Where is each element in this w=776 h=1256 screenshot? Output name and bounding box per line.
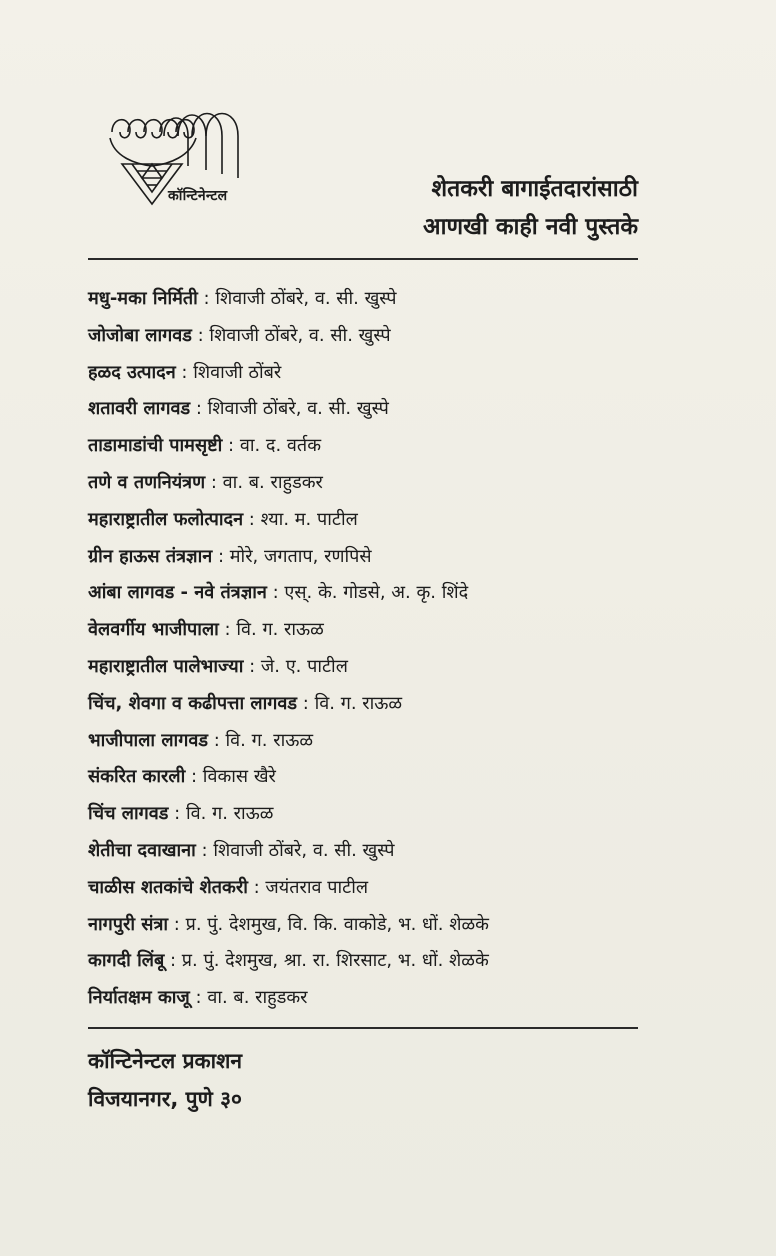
title-author-separator: : xyxy=(266,582,285,604)
book-author: शिवाजी ठोंबरे, व. सी. खुस्पे xyxy=(209,324,391,346)
title-author-separator: : xyxy=(195,839,214,861)
title-author-separator: : xyxy=(168,803,186,825)
book-author: वा. ब. राहुडकर xyxy=(222,471,323,493)
publisher-address: विजयानगर, पुणे ३० xyxy=(88,1087,242,1111)
book-title: हळद उत्पादन xyxy=(88,361,176,383)
book-item xyxy=(88,759,648,796)
book-title: ग्रीन हाऊस तंत्रज्ञान xyxy=(88,545,213,567)
book-author: शिवाजी ठोंबरे, व. सी. खुस्पे xyxy=(213,839,395,861)
book-author: वि. ग. राऊळ xyxy=(236,619,324,641)
book-item xyxy=(88,686,648,723)
book-title: महाराष्ट्रातील पालेभाज्या xyxy=(88,655,244,677)
book-title: ताडामाडांची पामसृष्टी xyxy=(88,435,223,457)
logo-text: कॉन्टिनेन्टल xyxy=(168,188,228,204)
book-title: शेतीचा दवाखाना xyxy=(88,839,196,861)
book-author: प्र. पुं. देशमुख, श्रा. रा. शिरसाट, भ. धों. शेळके xyxy=(181,950,489,972)
book-item xyxy=(88,870,648,907)
book-title: तणे व तणनियंत्रण xyxy=(88,471,206,493)
book-item xyxy=(88,281,648,318)
book-author: मोरे, जगताप, रणपिसे xyxy=(229,545,372,567)
book-author: प्र. पुं. देशमुख, वि. कि. वाकोडे, भ. धों. शेळके xyxy=(185,913,489,935)
book-item xyxy=(88,833,648,870)
book-author: शिवाजी ठोंबरे, व. सी. खुस्पे xyxy=(215,288,397,309)
book-item xyxy=(88,612,648,649)
title-author-separator: : xyxy=(243,508,261,530)
book-item xyxy=(88,907,648,944)
publisher-block xyxy=(88,1042,242,1118)
book-list xyxy=(88,281,648,1017)
title-author-separator: : xyxy=(222,435,240,457)
book-item xyxy=(88,355,648,392)
header xyxy=(423,170,638,246)
book-item xyxy=(88,796,648,833)
book-author: वि. ग. राऊळ xyxy=(225,729,314,751)
title-author-separator: : xyxy=(218,619,237,641)
book-item xyxy=(88,428,648,465)
title-author-separator: : xyxy=(208,729,226,751)
book-author: वा. ब. राहुडकर xyxy=(207,987,308,1009)
title-author-separator: : xyxy=(197,288,216,309)
book-item xyxy=(88,575,648,612)
bottom-divider xyxy=(88,1027,638,1029)
title-author-separator: : xyxy=(164,950,182,972)
book-author: वि. ग. राऊळ xyxy=(314,692,403,714)
book-title: संकरित कारली xyxy=(88,766,186,788)
book-author: वा. द. वर्तक xyxy=(239,435,322,457)
book-author: वि. ग. राऊळ xyxy=(185,803,274,825)
book-item xyxy=(88,649,648,686)
header-line-2: आणखी काही नवी पुस्तके xyxy=(422,214,638,240)
book-title: निर्यातक्षम काजू xyxy=(88,987,190,1009)
publisher-name: कॉन्टिनेन्टल प्रकाशन xyxy=(88,1049,243,1073)
book-title: आंबा लागवड - नवे तंत्रज्ञान xyxy=(88,582,267,604)
header-line-1: शेतकरी बागाईतदारांसाठी xyxy=(431,176,638,202)
book-title: मधु-मका निर्मिती xyxy=(88,288,198,309)
book-item xyxy=(88,943,648,980)
title-author-separator: : xyxy=(175,361,194,383)
book-item xyxy=(88,539,648,576)
title-author-separator: : xyxy=(297,692,315,714)
title-author-separator: : xyxy=(191,324,210,346)
book-title: चिंच, शेवगा व कढीपत्ता लागवड xyxy=(88,692,298,714)
book-item xyxy=(88,318,648,355)
book-title: भाजीपाला लागवड xyxy=(88,729,208,751)
book-title: वेलवर्गीय भाजीपाला xyxy=(88,619,219,641)
book-title: जोजोबा लागवड xyxy=(88,324,192,346)
title-author-separator: : xyxy=(189,987,208,1009)
book-author: एस्. के. गोडसे, अ. कृ. शिंदे xyxy=(284,582,469,604)
book-item xyxy=(88,391,648,428)
book-author: श्या. म. पाटील xyxy=(260,508,358,530)
book-title: शतावरी लागवड xyxy=(88,398,191,420)
book-item xyxy=(88,980,648,1017)
book-item xyxy=(88,723,648,760)
top-divider xyxy=(88,258,638,260)
title-author-separator: : xyxy=(212,545,230,567)
title-author-separator: : xyxy=(190,398,208,420)
title-author-separator: : xyxy=(168,913,186,935)
book-author: शिवाजी ठोंबरे xyxy=(193,361,282,383)
book-title: नागपुरी संत्रा xyxy=(88,913,169,935)
book-title: कागदी लिंबू xyxy=(88,950,165,972)
title-author-separator: : xyxy=(247,876,266,898)
book-title: महाराष्ट्रातील फलोत्पादन xyxy=(88,508,244,530)
book-author: विकास खैरे xyxy=(202,766,276,788)
title-author-separator: : xyxy=(185,766,203,788)
title-author-separator: : xyxy=(243,655,261,677)
book-title: चाळीस शतकांचे शेतकरी xyxy=(88,876,248,898)
title-author-separator: : xyxy=(205,471,223,493)
book-author: जयंतराव पाटील xyxy=(265,876,369,898)
book-author: जे. ए. पाटील xyxy=(260,655,348,677)
book-author: शिवाजी ठोंबरे, व. सी. खुस्पे xyxy=(207,398,389,420)
book-title: चिंच लागवड xyxy=(88,803,169,825)
book-item xyxy=(88,502,648,539)
book-item xyxy=(88,465,648,502)
